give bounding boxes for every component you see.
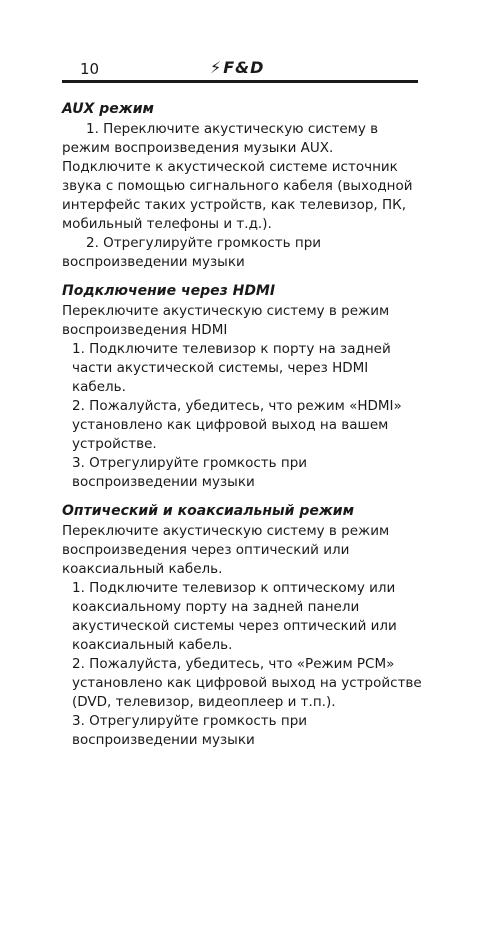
step-text: 3. Отрегулируйте громкость при воспроизведении музыки (72, 455, 308, 490)
section-hdmi (62, 282, 422, 492)
section-title: AUX режим (62, 101, 154, 117)
page-number: 10 (80, 60, 100, 78)
header-rule (62, 80, 418, 83)
step-text: 2. Пожалуйста, убедитесь, что режим «HDMI» установлено как цифровой выход на вашем устройстве. (72, 398, 402, 452)
step-text: 1. Переключите акустическую систему в режим воспроизведения музыки AUX. Подключите к акустической системе источник звука с помощью сигнального кабеля (выходной интерфейс таких устройств, как телевизор, ПК, мобильный телефоны и т.д.). (62, 121, 413, 232)
section-intro: Переключите акустическую систему в режим воспроизведения HDMI (62, 303, 390, 338)
step-text: 3. Отрегулируйте громкость при воспроизведении музыки (72, 713, 308, 748)
section-intro: Переключите акустическую систему в режим воспроизведения через оптический или коаксиальный кабель. (62, 523, 390, 577)
step-text: 1. Подключите телевизор к порту на задней части акустической системы, через HDMI кабель. (72, 341, 391, 395)
brand-logo-text: F&D (223, 58, 265, 77)
lightning-icon: ⚡ (210, 58, 223, 77)
step-text: 2. Пожалуйста, убедитесь, что «Режим PCM» установлено как цифровой выход на устройстве (DVD, телевизор, видеоплеер и т.п.). (72, 656, 422, 710)
section-aux (62, 100, 422, 272)
brand-logo (210, 58, 264, 77)
section-optical (62, 502, 422, 750)
section-title: Оптический и коаксиальный режим (62, 503, 355, 519)
section-title: Подключение через HDMI (62, 283, 276, 299)
step-text: 2. Отрегулируйте громкость при воспроизведении музыки (62, 235, 322, 270)
step-text: 1. Подключите телевизор к оптическому или коаксиальному порту на задней панели акустической системы через оптический или коаксиальный кабель. (72, 580, 397, 653)
page-header (62, 56, 418, 84)
manual-content (62, 100, 422, 760)
